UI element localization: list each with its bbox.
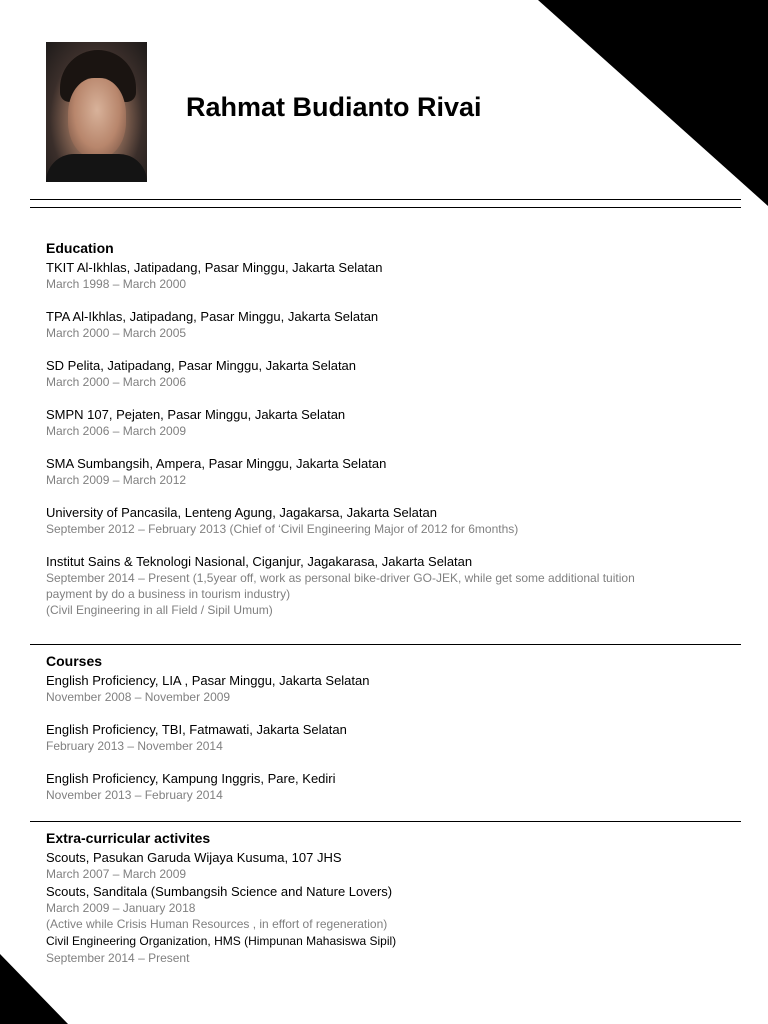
- extracurricular-entry: [46, 849, 726, 882]
- course-entry: [46, 672, 726, 705]
- section-title-courses: Courses: [46, 653, 103, 669]
- section-divider: [30, 821, 741, 822]
- education-section: [46, 240, 726, 634]
- profile-photo: [46, 42, 147, 182]
- course-entry: [46, 721, 726, 754]
- entry-title: SD Pelita, Jatipadang, Pasar Minggu, Jakarta Selatan: [46, 358, 357, 373]
- entry-title: TKIT Al-Ikhlas, Jatipadang, Pasar Minggu, Jakarta Selatan: [46, 260, 383, 275]
- entry-detail: (Active while Crisis Human Resources , in effort of regeneration): [46, 917, 388, 931]
- extracurricular-section: [46, 830, 726, 967]
- header-divider-bottom: [30, 207, 741, 208]
- entry-period: March 1998 – March 2000: [46, 277, 187, 291]
- education-entry: [46, 357, 726, 390]
- entry-period: November 2013 – February 2014: [46, 788, 223, 802]
- section-title-education: Education: [46, 240, 114, 256]
- education-entry: [46, 406, 726, 439]
- education-entry: [46, 455, 726, 488]
- entry-title: Institut Sains & Teknologi Nasional, Ciganjur, Jagakarasa, Jakarta Selatan: [46, 554, 473, 569]
- entry-period: March 2000 – March 2005: [46, 326, 187, 340]
- entry-period: February 2013 – November 2014: [46, 739, 223, 753]
- entry-title: English Proficiency, LIA , Pasar Minggu, Jakarta Selatan: [46, 673, 370, 688]
- extracurricular-entry: [46, 883, 726, 932]
- courses-section: [46, 653, 726, 819]
- education-entry: [46, 504, 726, 537]
- education-entry: [46, 259, 726, 292]
- entry-title: English Proficiency, TBI, Fatmawati, Jakarta Selatan: [46, 722, 347, 737]
- entry-title: University of Pancasila, Lenteng Agung, Jagakarsa, Jakarta Selatan: [46, 505, 437, 520]
- course-entry: [46, 770, 726, 803]
- entry-detail: payment by do a business in tourism industry): [46, 587, 291, 601]
- entry-period: March 2009 – January 2018: [46, 901, 196, 915]
- section-title-extracurricular: Extra-curricular activites: [46, 830, 211, 846]
- resume-name: Rahmat Budianto Rivai: [186, 92, 482, 122]
- entry-period: September 2014 – Present: [46, 951, 190, 965]
- entry-title: SMA Sumbangsih, Ampera, Pasar Minggu, Jakarta Selatan: [46, 456, 387, 471]
- entry-period: March 2000 – March 2006: [46, 375, 187, 389]
- entry-title: English Proficiency, Kampung Inggris, Pare, Kediri: [46, 771, 336, 786]
- entry-title: Civil Engineering Organization, HMS (Himpunan Mahasiswa Sipil): [46, 934, 397, 948]
- entry-title: TPA Al-Ikhlas, Jatipadang, Pasar Minggu, Jakarta Selatan: [46, 309, 379, 324]
- entry-period: March 2007 – March 2009: [46, 867, 187, 881]
- header-divider-top: [30, 199, 741, 200]
- entry-period: September 2012 – February 2013 (Chief of ‘Civil Engineering Major of 2012 for 6months): [46, 522, 519, 536]
- entry-period: March 2009 – March 2012: [46, 473, 187, 487]
- education-entry: [46, 553, 726, 618]
- entry-title: Scouts, Pasukan Garuda Wijaya Kusuma, 107 JHS: [46, 850, 342, 865]
- corner-decoration-top-right: [538, 0, 768, 206]
- entry-period: September 2014 – Present (1,5year off, work as personal bike-driver GO-JEK, while get some additional tuition: [46, 571, 635, 585]
- entry-detail: (Civil Engineering in all Field / Sipil Umum): [46, 603, 273, 617]
- section-divider: [30, 644, 741, 645]
- education-entry: [46, 308, 726, 341]
- entry-title: Scouts, Sanditala (Sumbangsih Science and Nature Lovers): [46, 884, 393, 899]
- entry-title: SMPN 107, Pejaten, Pasar Minggu, Jakarta Selatan: [46, 407, 346, 422]
- entry-period: March 2006 – March 2009: [46, 424, 187, 438]
- extracurricular-entry: [46, 933, 726, 966]
- entry-period: November 2008 – November 2009: [46, 690, 231, 704]
